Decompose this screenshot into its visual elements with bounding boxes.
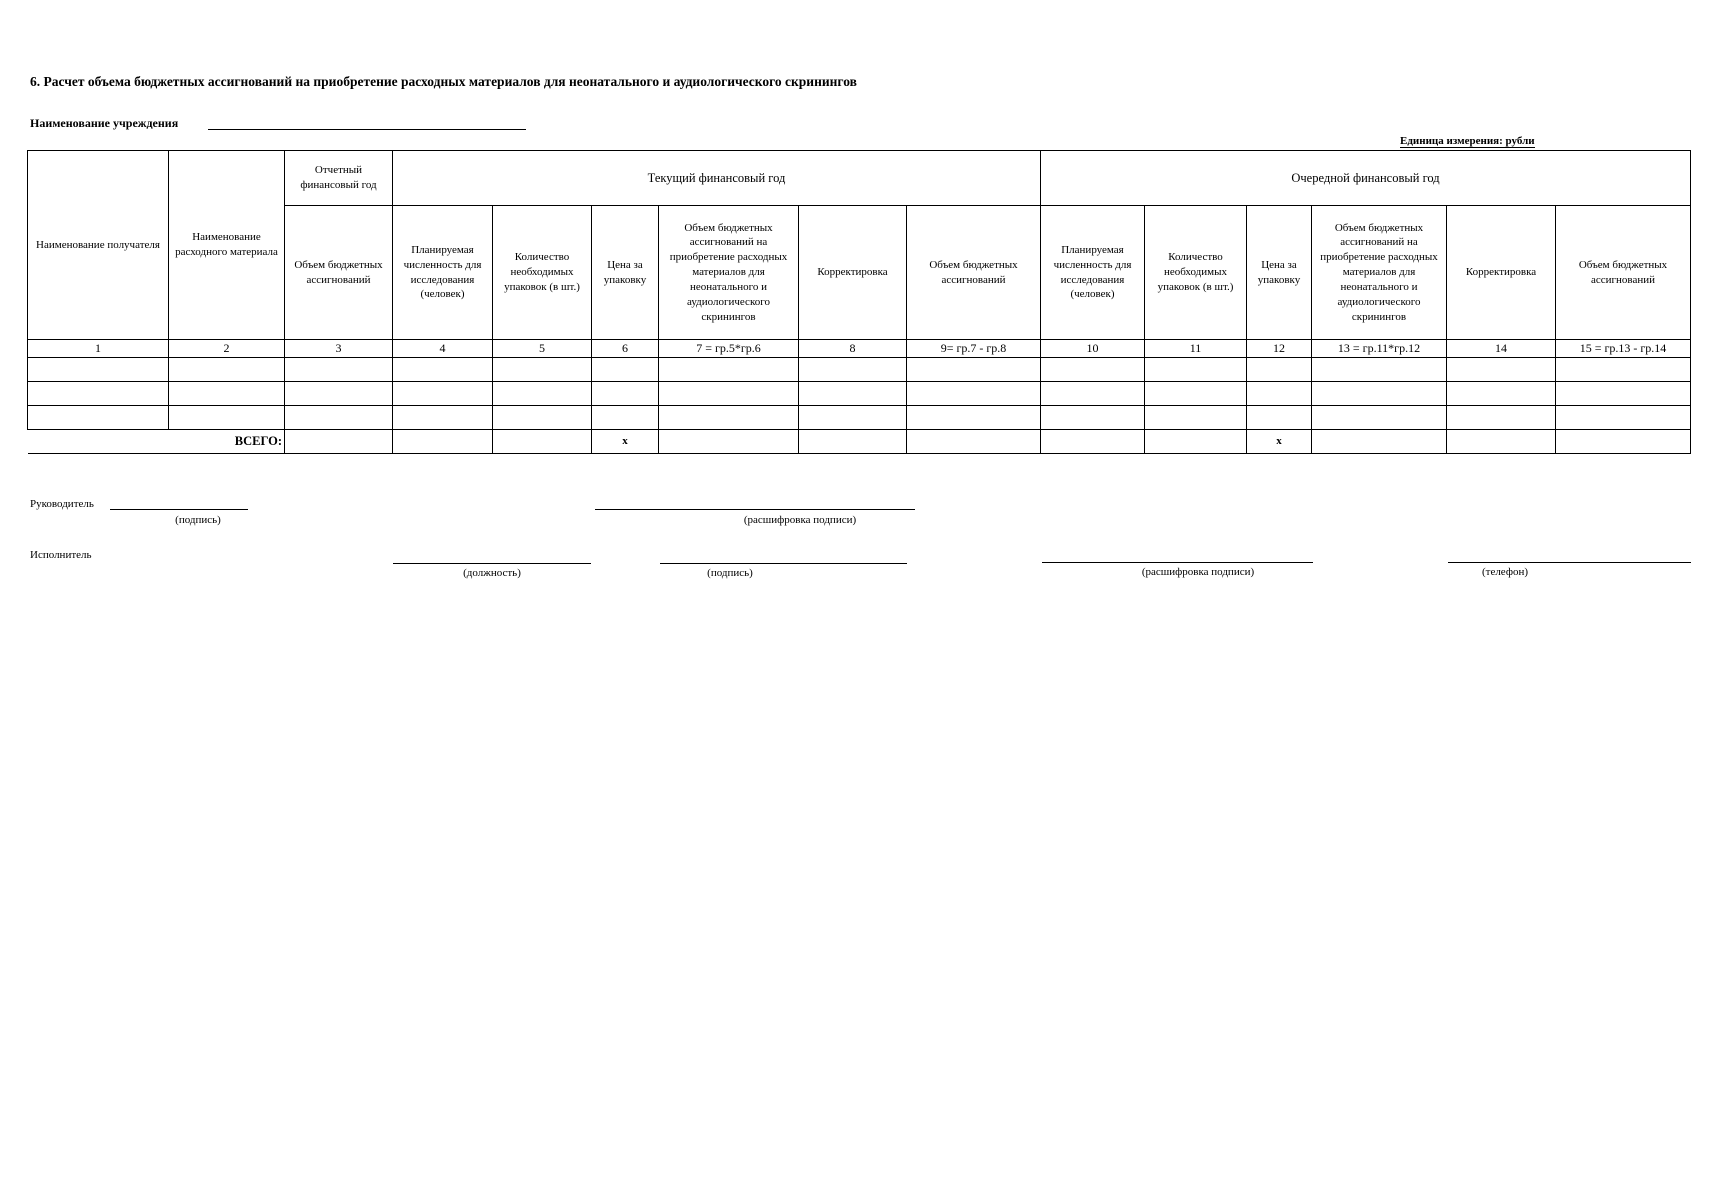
table-row	[28, 358, 1691, 382]
header-col8-adjustment: Корректировка	[799, 206, 907, 340]
header-col15-budget-total: Объем бюджетных ассигнований	[1556, 206, 1691, 340]
total-cell-x: x	[592, 430, 659, 454]
table-cell[interactable]	[169, 406, 285, 430]
column-number: 13 = гр.11*гр.12	[1312, 340, 1447, 358]
table-cell[interactable]	[1041, 358, 1145, 382]
head-label: Руководитель	[30, 498, 94, 510]
column-number: 14	[1447, 340, 1556, 358]
table-cell[interactable]	[28, 406, 169, 430]
header-next-year: Очередной финансовый год	[1041, 151, 1691, 206]
table-cell[interactable]	[1041, 406, 1145, 430]
column-number: 8	[799, 340, 907, 358]
table-cell[interactable]	[493, 358, 592, 382]
table-cell[interactable]	[1447, 406, 1556, 430]
executor-label: Исполнитель	[30, 549, 92, 561]
total-cell[interactable]	[799, 430, 907, 454]
header-col4-planned-count: Планируемая численность для исследования (человек)	[393, 206, 493, 340]
table-cell[interactable]	[659, 358, 799, 382]
total-cell[interactable]	[493, 430, 592, 454]
table-cell[interactable]	[799, 406, 907, 430]
column-number: 11	[1145, 340, 1247, 358]
header-col13-budget-purchase: Объем бюджетных ассигнований на приобретение расходных материалов для неонатального и аудиологического скринингов	[1312, 206, 1447, 340]
column-number: 4	[393, 340, 493, 358]
executor-phone-caption: (телефон)	[1481, 566, 1529, 578]
header-col3-budget-volume: Объем бюджетных ассигнований	[285, 206, 393, 340]
table-row	[28, 382, 1691, 406]
total-cell[interactable]	[285, 430, 393, 454]
institution-name-field[interactable]	[208, 129, 526, 130]
table-cell[interactable]	[907, 382, 1041, 406]
total-cell[interactable]	[1556, 430, 1691, 454]
head-decoding-caption: (расшифровка подписи)	[743, 514, 857, 526]
table-cell[interactable]	[393, 382, 493, 406]
column-number: 15 = гр.13 - гр.14	[1556, 340, 1691, 358]
head-decoding-field[interactable]	[595, 509, 915, 510]
form-title: 6. Расчет объема бюджетных ассигнований на приобретение расходных материалов для неонатального и аудиологического скринингов	[30, 74, 857, 89]
total-cell[interactable]	[1312, 430, 1447, 454]
total-cell-x: x	[1247, 430, 1312, 454]
unit-label: Единица измерения: рубли	[1400, 135, 1535, 147]
total-row	[28, 430, 1691, 454]
table-cell[interactable]	[659, 382, 799, 406]
executor-position-caption: (должность)	[463, 567, 521, 579]
column-number: 1	[28, 340, 169, 358]
table-cell[interactable]	[285, 406, 393, 430]
table-cell[interactable]	[1247, 382, 1312, 406]
table-cell[interactable]	[28, 358, 169, 382]
table-cell[interactable]	[393, 406, 493, 430]
header-current-year: Текущий финансовый год	[393, 151, 1041, 206]
total-cell[interactable]	[907, 430, 1041, 454]
institution-label: Наименование учреждения	[30, 116, 179, 130]
table-cell[interactable]	[1247, 406, 1312, 430]
table-cell[interactable]	[592, 382, 659, 406]
table-cell[interactable]	[1556, 406, 1691, 430]
table-cell[interactable]	[169, 382, 285, 406]
header-col6-package-price: Цена за упаковку	[592, 206, 659, 340]
table-cell[interactable]	[1556, 382, 1691, 406]
column-number: 10	[1041, 340, 1145, 358]
head-signature-caption: (подпись)	[175, 514, 221, 526]
table-cell[interactable]	[285, 382, 393, 406]
executor-signature-field[interactable]	[660, 563, 907, 564]
table-row	[28, 406, 1691, 430]
header-recipient: Наименование получателя	[28, 151, 169, 340]
table-cell[interactable]	[592, 358, 659, 382]
table-cell[interactable]	[1041, 382, 1145, 406]
table-cell[interactable]	[1312, 406, 1447, 430]
column-number: 5	[493, 340, 592, 358]
column-number-row	[28, 340, 1691, 358]
total-cell[interactable]	[1041, 430, 1145, 454]
column-number: 9= гр.7 - гр.8	[907, 340, 1041, 358]
header-col7-budget-purchase: Объем бюджетных ассигнований на приобретение расходных материалов для неонатального и аудиологического скринингов	[659, 206, 799, 340]
head-signature-field[interactable]	[110, 509, 248, 510]
table-cell[interactable]	[659, 406, 799, 430]
table-cell[interactable]	[493, 406, 592, 430]
executor-decoding-field[interactable]	[1042, 562, 1313, 563]
total-cell[interactable]	[1145, 430, 1247, 454]
total-cell[interactable]	[659, 430, 799, 454]
column-number: 3	[285, 340, 393, 358]
header-material: Наименование расходного материала	[169, 151, 285, 340]
budget-calculation-table	[27, 150, 1691, 454]
table-cell[interactable]	[1556, 358, 1691, 382]
executor-phone-field[interactable]	[1448, 562, 1691, 563]
table-cell[interactable]	[1447, 382, 1556, 406]
header-col12-package-price: Цена за упаковку	[1247, 206, 1312, 340]
table-cell[interactable]	[393, 358, 493, 382]
header-col10-planned-count: Планируемая численность для исследования (человек)	[1041, 206, 1145, 340]
column-number: 7 = гр.5*гр.6	[659, 340, 799, 358]
table-cell[interactable]	[592, 406, 659, 430]
table-cell[interactable]	[1312, 382, 1447, 406]
header-col9-budget-total: Объем бюджетных ассигнований	[907, 206, 1041, 340]
unit-of-measure	[1400, 135, 1535, 148]
table-cell[interactable]	[28, 382, 169, 406]
header-reporting-year: Отчетный финансовый год	[285, 151, 393, 206]
executor-position-field[interactable]	[393, 563, 591, 564]
total-cell[interactable]	[1447, 430, 1556, 454]
header-col5-packages-count: Количество необходимых упаковок (в шт.)	[493, 206, 592, 340]
table-cell[interactable]	[907, 358, 1041, 382]
total-label: ВСЕГО:	[28, 430, 285, 454]
table-cell[interactable]	[1145, 406, 1247, 430]
column-number: 6	[592, 340, 659, 358]
executor-signature-caption: (подпись)	[707, 567, 753, 579]
executor-decoding-caption: (расшифровка подписи)	[1141, 566, 1255, 578]
total-cell[interactable]	[393, 430, 493, 454]
table-cell[interactable]	[493, 382, 592, 406]
header-col14-adjustment: Корректировка	[1447, 206, 1556, 340]
table-cell[interactable]	[1145, 382, 1247, 406]
table-cell[interactable]	[1312, 358, 1447, 382]
table-cell[interactable]	[1447, 358, 1556, 382]
table-cell[interactable]	[799, 358, 907, 382]
table-cell[interactable]	[285, 358, 393, 382]
column-number: 2	[169, 340, 285, 358]
table-cell[interactable]	[907, 406, 1041, 430]
table-cell[interactable]	[169, 358, 285, 382]
table-cell[interactable]	[1145, 358, 1247, 382]
table-cell[interactable]	[799, 382, 907, 406]
header-col11-packages-count: Количество необходимых упаковок (в шт.)	[1145, 206, 1247, 340]
table-cell[interactable]	[1247, 358, 1312, 382]
column-number: 12	[1247, 340, 1312, 358]
